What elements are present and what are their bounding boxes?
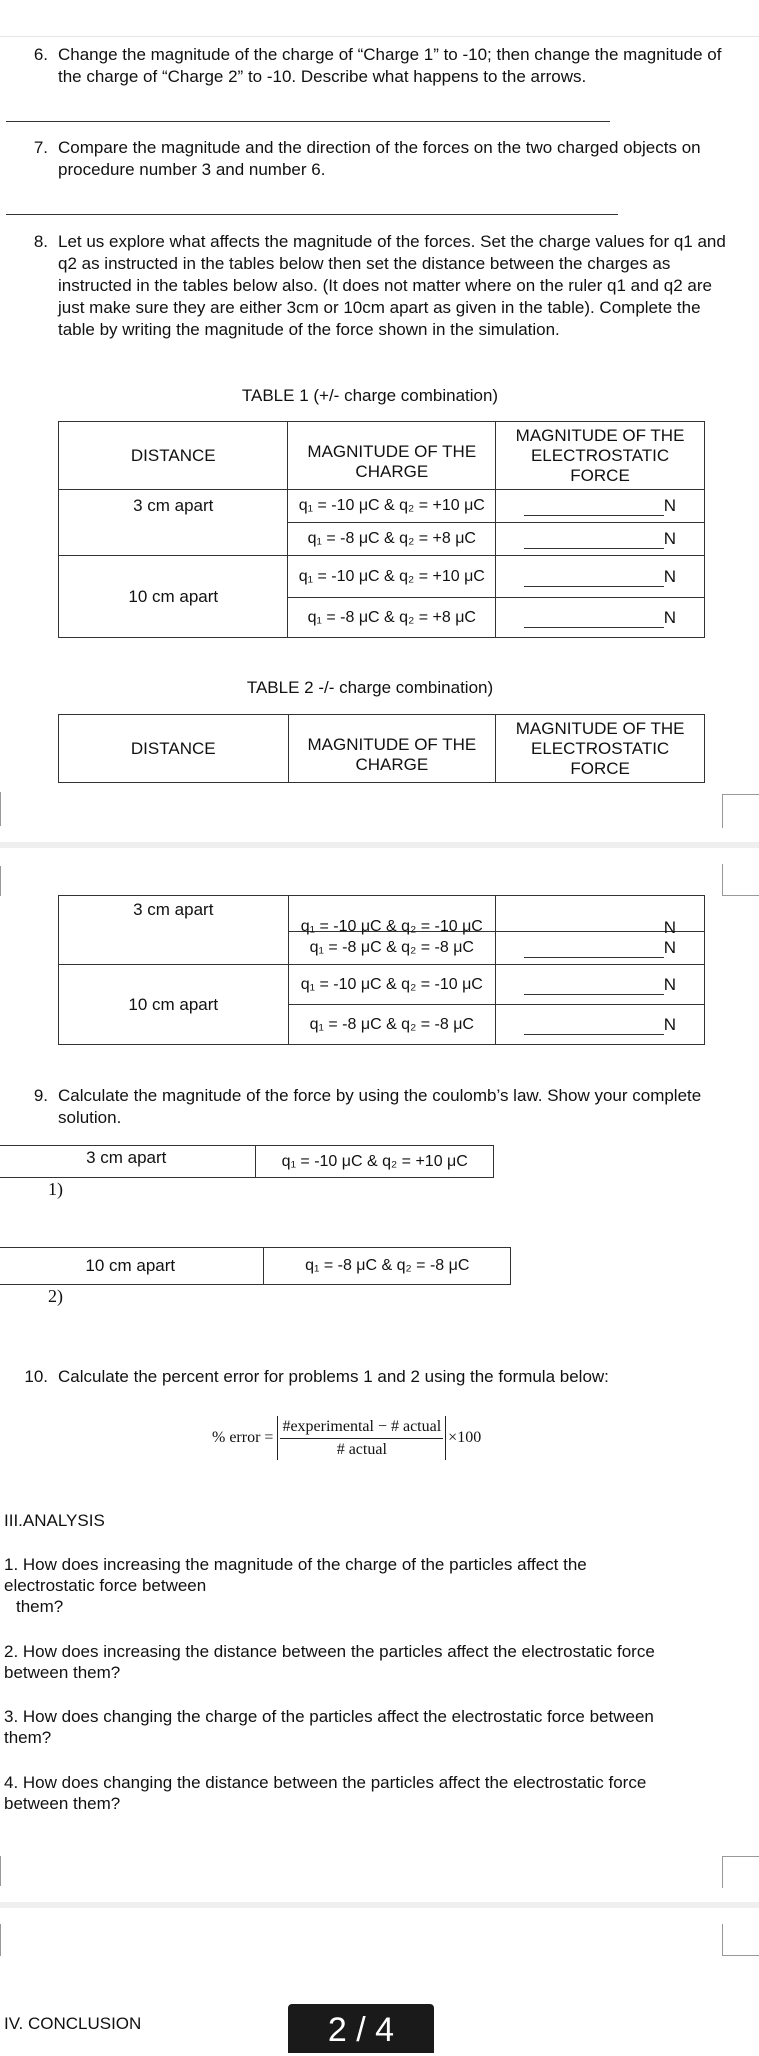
problem-2-table [0,1247,511,1285]
question-8-number: 8. [33,232,48,251]
table-1-force-answer[interactable] [496,556,705,598]
table-2-header-distance: DISTANCE [59,715,289,783]
problem-1-label: 1) [48,1179,63,1199]
page-corner-marker [722,1856,759,1888]
answer-line-6[interactable] [6,121,610,122]
force-unit: N [663,918,676,937]
abs-bar-right [445,1416,446,1460]
question-9 [24,1085,724,1129]
table-2-header-force: MAGNITUDE OF THE ELECTROSTATIC FORCE [496,715,705,783]
analysis-q1-line3: them? [16,1597,64,1616]
table-1-force-answer[interactable] [496,598,705,638]
table-2-force-answer[interactable] [496,896,705,937]
page-edge-left [0,866,1,896]
table-2-force-answer[interactable] [496,965,705,1005]
problem-2-charges: q₁ = -8 μC & q₂ = -8 μC [264,1248,511,1285]
page-indicator: 2 / 4 [288,2004,434,2053]
question-7-text: Compare the magnitude and the direction of the forces on the two charged objects on procedure number 3 and number 6. [58,138,701,179]
force-unit: N [663,1014,676,1034]
analysis-q3-line1: 3. How does changing the charge of the particles affect the electrostatic force between [4,1707,654,1726]
table-1-distance-10cm: 10 cm apart [59,556,288,638]
formula-lhs: % error = [212,1429,274,1446]
analysis-q2-line2: between them? [4,1663,121,1682]
question-6 [24,44,724,88]
table-1-charge-cell: q₁ = -10 μC & q₂ = +10 μC [288,556,496,598]
table-1-charge-cell: q₁ = -8 μC & q₂ = +8 μC [288,598,496,638]
question-6-text: Change the magnitude of the charge of “Charge 1” to -10; then change the magnitude of the charge of “Charge 2” to -10. Describe what happens to the arrows. [58,45,722,86]
table-2-charge-cell: q₁ = -8 μC & q₂ = -8 μC [288,1005,496,1045]
table-1-charge-cell: q₁ = -8 μC & q₂ = +8 μC [288,523,496,556]
answer-blank[interactable] [524,533,664,549]
page-corner-marker [722,864,759,896]
table-1-charge-cell: q₁ = -10 μC & q₂ = +10 μC [288,490,496,523]
table-2-distance-3cm: 3 cm apart [59,896,289,965]
table-2-charge-cell-clipped [288,896,496,935]
table-1-caption: TABLE 1 (+/- charge combination) [241,386,499,405]
table-row [59,965,705,1005]
answer-line-7[interactable] [6,214,618,215]
table-2-charge-cell: q₁ = -10 μC & q₂ = -10 μC [288,965,496,1005]
page-top-border [0,36,759,37]
problem-2-distance: 10 cm apart [0,1248,264,1285]
percent-error-formula [212,1413,481,1463]
table-2-header [58,714,705,783]
problem-2-label: 2) [48,1286,63,1306]
table-row [59,896,705,932]
formula-rhs: ×100 [448,1429,482,1446]
table-2-distance-10cm: 10 cm apart [59,965,289,1045]
table-2-header-row [59,715,705,783]
table-row [59,490,705,523]
formula-fraction [280,1418,443,1459]
answer-blank[interactable] [524,571,664,587]
question-9-number: 9. [33,1086,48,1105]
question-10 [24,1366,724,1388]
answer-blank[interactable] [524,942,664,958]
page-edge-left [0,792,1,826]
page-corner-marker [722,1924,759,1956]
question-6-number: 6. [33,45,48,64]
question-7-number: 7. [33,138,48,157]
analysis-q1-line2: electrostatic force between [4,1576,207,1595]
abs-bar-left [277,1416,278,1460]
analysis-q2-line1: 2. How does increasing the distance between the particles affect the electrostatic force [4,1642,655,1661]
problem-1-charges: q₁ = -10 μC & q₂ = +10 μC [256,1146,494,1178]
table-2-body [58,895,705,1045]
table-1-distance-3cm: 3 cm apart [59,490,288,556]
analysis-heading: III.ANALYSIS [4,1511,105,1530]
page-gap [0,1902,759,1908]
answer-blank[interactable] [524,979,664,995]
answer-blank[interactable] [524,500,664,516]
table-row [0,1146,494,1178]
force-unit: N [663,566,676,586]
formula-denominator: # actual [336,1440,387,1458]
table-1-force-answer[interactable] [496,490,705,523]
answer-blank[interactable] [524,1019,664,1035]
page-edge-left [0,1924,1,1956]
table-1 [58,421,705,638]
table-2-force-answer[interactable] [496,1005,705,1045]
page-gap [0,842,759,848]
analysis-q1-line1: 1. How does increasing the magnitude of the charge of the particles affect the [4,1555,587,1574]
analysis-q4-line1: 4. How does changing the distance between the particles affect the electrostatic force [4,1773,647,1792]
question-10-number: 10. [24,1367,48,1386]
conclusion-heading: IV. CONCLUSION [4,2014,142,2033]
force-unit: N [663,607,676,627]
analysis-q4-line2: between them? [4,1794,121,1813]
problem-1-table [0,1145,494,1178]
table-1-header-charge: MAGNITUDE OF THE CHARGE [288,422,496,490]
page-corner-marker [722,794,759,828]
page-edge-left [0,1856,1,1886]
table-2-header-charge: MAGNITUDE OF THE CHARGE [288,715,496,783]
table-1-header-row [59,422,705,490]
question-8-text: Let us explore what affects the magnitude of the forces. Set the charge values for q1 and q2 as instructed in the tables below then set the distance between the charges as instructed in the tables below also. (It does not matter where on the ruler q1 and q2 are just make sure they are either 3cm or 10cm apart as given in the table). Complete the table by writing the magnitude of the force shown in the simulation. [58,232,726,339]
table-1-force-answer[interactable] [496,523,705,556]
table-2-caption: TABLE 2 -/- charge combination) [246,678,494,697]
table-2-charge-cell: q₁ = -8 μC & q₂ = -8 μC [288,932,496,965]
table-1-header-force: MAGNITUDE OF THE ELECTROSTATIC FORCE [496,422,705,490]
answer-blank[interactable] [524,612,664,628]
question-7 [24,137,724,181]
table-row [59,556,705,598]
table-row [0,1248,511,1285]
question-9-text: Calculate the magnitude of the force by using the coulomb’s law. Show your complete solution. [58,1086,702,1127]
force-unit: N [663,529,676,548]
problem-1-distance: 3 cm apart [0,1146,256,1178]
force-unit: N [663,496,676,515]
force-unit: N [663,938,676,957]
table-2-charge-cell: q₁ = -10 μC & q₂ = -10 μC [300,918,483,935]
question-8 [24,231,729,341]
analysis-q3-line2: them? [4,1728,52,1747]
table-1-header-distance: DISTANCE [59,422,288,490]
force-unit: N [663,974,676,994]
question-10-text: Calculate the percent error for problems 1 and 2 using the formula below: [58,1367,609,1386]
formula-numerator: #experimental − # actual [280,1418,443,1439]
